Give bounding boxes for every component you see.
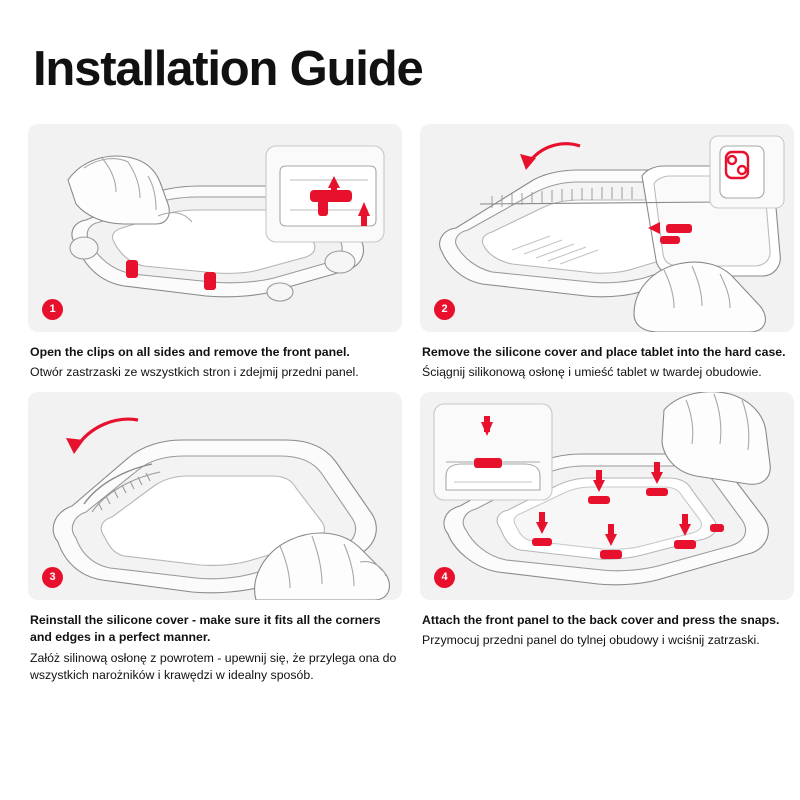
step-2-text-en: Remove the silicone cover and place tablet into the hard case. (422, 345, 786, 359)
step-2-text-pl: Ściągnij silikonową osłonę i umieść tablet w twardej obudowie. (422, 365, 762, 380)
step-2-caption (420, 332, 794, 382)
step-3-text-en: Reinstall the silicone cover - make sure it fits all the corners and edges in a perfect manner. (30, 612, 381, 645)
step-1-text-pl: Otwór zastrzaski ze wszystkich stron i zdejmij przedni panel. (30, 365, 359, 380)
illustration-press-snaps (420, 392, 794, 600)
step-4-caption (420, 600, 794, 650)
step-3-illustration (28, 392, 402, 600)
step-2-badge: 2 (434, 299, 455, 320)
step-1 (28, 124, 402, 382)
step-1-caption (28, 332, 402, 382)
step-3 (28, 392, 402, 685)
step-3-caption (28, 600, 402, 685)
illustration-insert-tablet (420, 124, 794, 332)
step-1-illustration (28, 124, 402, 332)
step-4-text-pl: Przymocuj przedni panel do tylnej obudowy i wciśnij zatrzaski. (422, 633, 760, 648)
step-4-badge: 4 (434, 567, 455, 588)
steps-grid (28, 124, 786, 685)
step-2-illustration (420, 124, 794, 332)
step-4-text-en: Attach the front panel to the back cover and press the snaps. (422, 612, 780, 627)
illustration-hand-opening-clips (28, 124, 402, 332)
illustration-reinstall-silicone-cover (28, 392, 402, 600)
page-title: Installation Guide (33, 42, 423, 96)
step-3-badge: 3 (42, 567, 63, 588)
step-4-illustration (420, 392, 794, 600)
step-1-text-en: Open the clips on all sides and remove the front panel. (30, 345, 350, 359)
step-2 (420, 124, 794, 382)
step-3-text-pl: Załóż silinową osłonę z powrotem - upewnij się, że przylega ona do wszystkich narożników i krawędzi w idealny sposób. (30, 650, 397, 683)
step-4 (420, 392, 794, 685)
step-1-badge: 1 (42, 299, 63, 320)
